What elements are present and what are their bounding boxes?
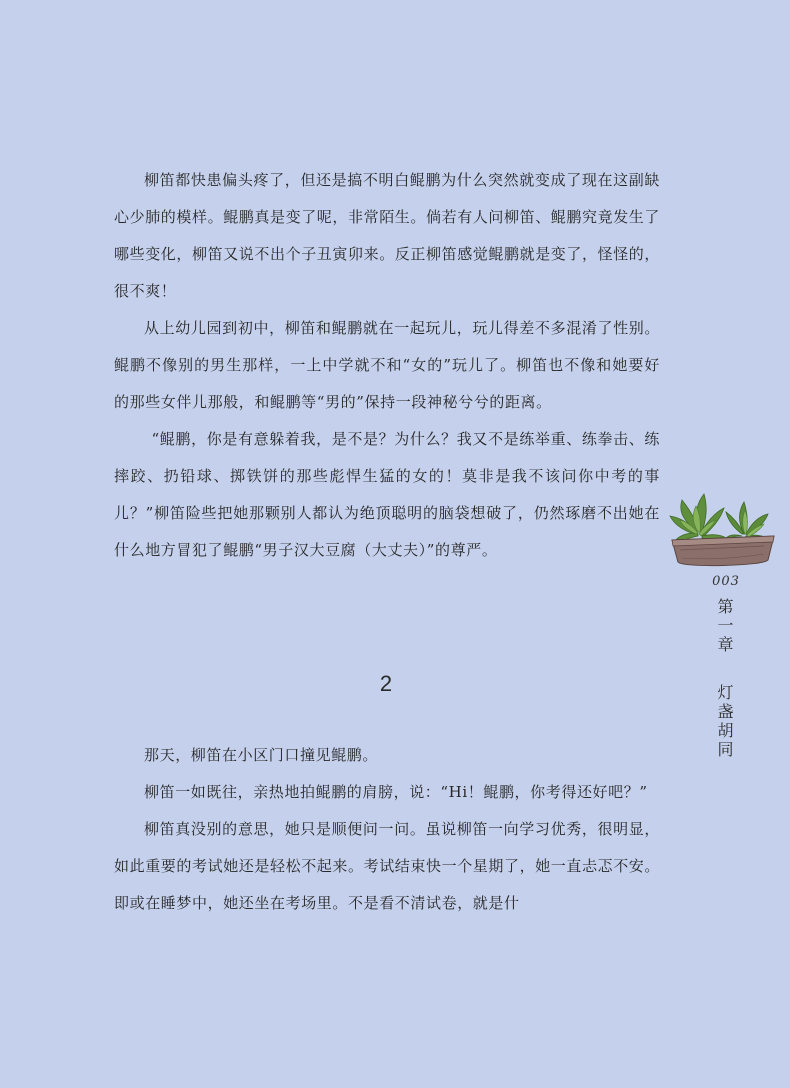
page-number: 003 xyxy=(712,574,740,589)
body-text-bottom xyxy=(114,737,660,922)
chapter-title: 灯盏胡同 xyxy=(715,684,734,760)
chapter-label: 第一章 xyxy=(715,598,734,655)
paragraph: 那天，柳笛在小区门口撞见鲲鹏。 xyxy=(144,746,379,764)
section-number: 2 xyxy=(379,671,393,696)
side-margin xyxy=(668,490,778,790)
paragraph: 柳笛一如既往，亲热地拍鲲鹏的肩膀，说：“Hi！鲲鹏，你考得还好吧？” xyxy=(144,783,648,801)
paragraph: 柳笛真没别的意思，她只是顺便问一问。虽说柳笛一向学习优秀，很明显，如此重要的考试她还是轻松不起来。考试结束快一个星期了，她一直忐忑不安。即或在睡梦中，她还坐在考场里。不是看不清试卷，就是什 xyxy=(114,820,661,912)
paragraph: “鲲鹏，你是有意躲着我，是不是？为什么？我又不是练举重、练拳击、练摔跤、扔铅球、掷铁饼的那些彪悍生猛的女的！莫非是我不该问你中考的事儿？”柳笛险些把她那颗别人都认为绝顶聪明的脑袋想破了，仍然琢磨不出她在什么地方冒犯了鲲鹏“男子汉大豆腐（大丈夫）”的尊严。 xyxy=(114,430,660,559)
body-text-top xyxy=(114,162,660,569)
potted-plant-icon xyxy=(668,490,778,572)
paragraph: 柳笛都快患偏头疼了，但还是搞不明白鲲鹏为什么突然就变成了现在这副缺心少肺的模样。鲲鹏真是变了呢，非常陌生。倘若有人问柳笛、鲲鹏究竟发生了哪些变化，柳笛又说不出个子丑寅卯来。反正柳笛感觉鲲鹏就是变了，怪怪的，很不爽！ xyxy=(114,171,661,300)
paragraph: 从上幼儿园到初中，柳笛和鲲鹏就在一起玩儿，玩儿得差不多混淆了性别。鲲鹏不像别的男生那样，一上中学就不和“女的”玩儿了。柳笛也不像和她要好的那些女伴儿那般，和鲲鹏等“男的”保持一段神秘兮兮的距离。 xyxy=(114,319,660,411)
